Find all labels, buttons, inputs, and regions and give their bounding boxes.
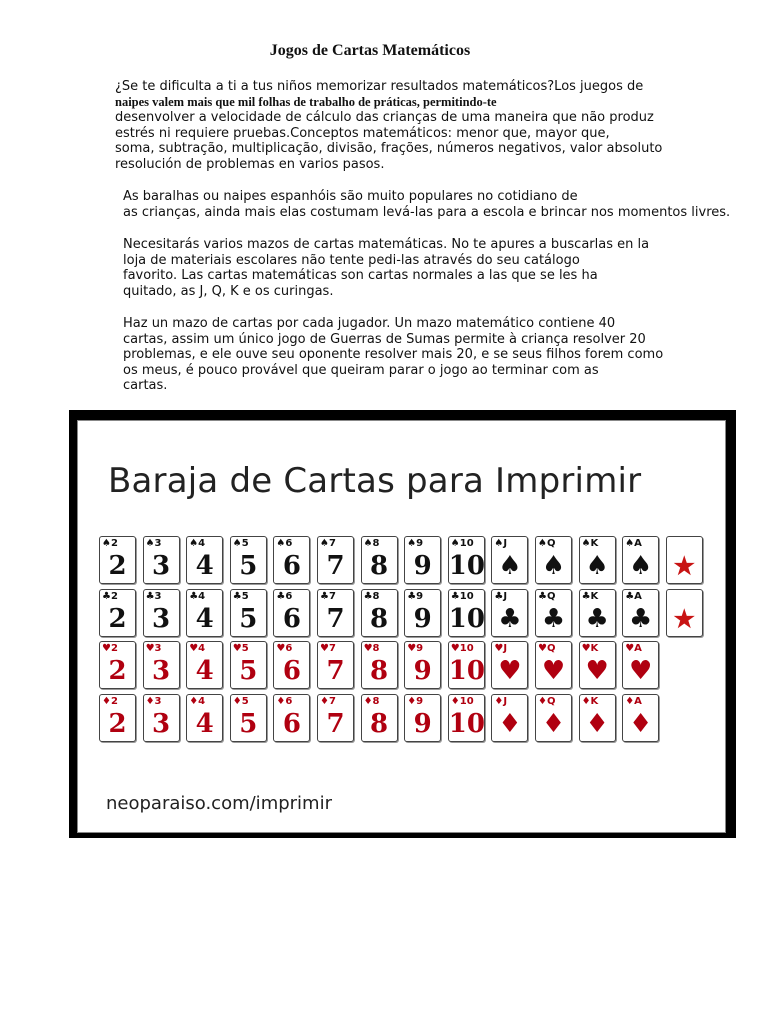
card-index: ♥8 — [363, 643, 380, 654]
card-face: 3 — [152, 603, 171, 634]
card-10-spades — [448, 536, 485, 584]
paragraph-1 — [115, 79, 662, 173]
card-j-diamonds — [491, 694, 528, 742]
card-index: ♥6 — [276, 643, 293, 654]
card-index: ♣6 — [276, 590, 293, 602]
card-4-diamonds — [186, 694, 223, 742]
card-index: ♣K — [581, 590, 599, 602]
paragraph-line: quitado, as J, Q, K e os curingas. — [123, 283, 334, 299]
card-face: 7 — [326, 656, 345, 686]
card-index: ♠2 — [102, 538, 118, 549]
card-face: 6 — [282, 551, 301, 581]
card-8-spades — [361, 536, 398, 584]
card-q-hearts — [535, 641, 572, 689]
card-index: ♣10 — [450, 590, 474, 602]
paragraph-line: os meus, é pouco provável que queiram parar o jogo ao terminar com as — [123, 362, 599, 378]
card-face: 5 — [239, 603, 258, 634]
card-face: ♥ — [585, 656, 609, 686]
card-2-diamonds — [99, 694, 136, 742]
card-k-spades — [579, 536, 616, 584]
card-index: ♠9 — [407, 538, 424, 549]
card-a-spades — [622, 536, 659, 584]
paragraph-line: problemas, e ele ouve seu oponente resolver mais 20, e se seus filhos forem como — [123, 347, 664, 363]
card-q-clubs — [535, 589, 572, 637]
card-joker — [666, 536, 703, 584]
card-face: 3 — [152, 656, 171, 686]
card-face: ♦ — [629, 708, 653, 739]
card-face: 6 — [282, 708, 301, 739]
card-face: 8 — [370, 656, 389, 686]
paragraph-line: as crianças, ainda mais elas costumam levá-las para a escola e brincar nos momentos livres. — [123, 204, 731, 220]
card-index: ♥5 — [232, 643, 249, 654]
card-face: ♥ — [498, 656, 522, 686]
card-4-hearts — [186, 641, 223, 689]
card-face: 7 — [326, 551, 345, 581]
card-index: ♦3 — [145, 695, 162, 707]
card-face: ♠ — [629, 551, 653, 581]
card-index: ♦4 — [189, 695, 206, 707]
paragraph-line: loja de materiais escolares não tente pedi-las através do seu catálogo — [123, 252, 580, 268]
card-face: 2 — [108, 603, 127, 634]
card-10-clubs — [448, 589, 485, 637]
card-8-clubs — [361, 589, 398, 637]
card-face: ♣ — [541, 603, 566, 634]
card-index: ♦Q — [538, 695, 556, 707]
card-face: 10 — [448, 656, 485, 686]
card-face: 6 — [282, 656, 301, 686]
card-face: ♥ — [541, 656, 566, 686]
paragraph-line: estrés ni requiere pruebas.Conceptos matemáticos: menor que, mayor que, — [115, 125, 610, 141]
card-index: ♠7 — [320, 538, 336, 549]
card-deck-image — [77, 420, 726, 833]
card-index: ♠Q — [538, 538, 556, 549]
card-7-hearts — [317, 641, 354, 689]
card-face: 7 — [326, 708, 345, 739]
card-index: ♣J — [494, 590, 508, 602]
card-index: ♠3 — [145, 538, 162, 549]
card-face: ♣ — [498, 603, 522, 634]
card-index: ♠5 — [232, 538, 249, 549]
paragraph-line: cartas, assim um único jogo de Guerras de Sumas permite à criança resolver 20 — [123, 331, 646, 347]
card-index: ♠K — [581, 538, 599, 549]
card-index: ♥J — [494, 643, 508, 654]
card-9-diamonds — [404, 694, 441, 742]
card-index: ♥Q — [538, 643, 556, 654]
card-3-hearts — [143, 641, 180, 689]
figure-url: neoparaiso.com/imprimir — [106, 793, 332, 814]
card-face: 7 — [326, 603, 345, 634]
card-face: 3 — [152, 708, 171, 739]
card-face: 9 — [413, 708, 432, 739]
card-face: 9 — [413, 551, 432, 581]
card-k-clubs — [579, 589, 616, 637]
card-index: ♠A — [625, 538, 642, 549]
paragraph-line: cartas. — [123, 378, 168, 394]
card-face: 10 — [448, 708, 485, 739]
card-index: ♣3 — [145, 590, 162, 602]
card-index: ♦10 — [450, 695, 474, 707]
card-2-hearts — [99, 641, 136, 689]
card-7-clubs — [317, 589, 354, 637]
card-face: 4 — [195, 551, 214, 581]
card-joker — [666, 589, 703, 637]
card-face: 3 — [152, 551, 171, 581]
paragraph-line: soma, subtração, multiplicação, divisão, frações, números negativos, valor absoluto — [115, 141, 663, 157]
card-index: ♣Q — [538, 590, 556, 602]
card-face: ♥ — [629, 656, 653, 686]
card-face: ♠ — [541, 551, 566, 581]
card-k-diamonds — [579, 694, 616, 742]
card-5-clubs — [230, 589, 267, 637]
card-index: ♣A — [625, 590, 642, 602]
card-4-spades — [186, 536, 223, 584]
paragraph-line: resolución de problemas en varios pasos. — [115, 156, 385, 172]
card-face: 8 — [370, 708, 389, 739]
card-face: 10 — [448, 551, 485, 581]
figure-title: Baraja de Cartas para Imprimir — [108, 461, 642, 501]
card-7-diamonds — [317, 694, 354, 742]
card-k-hearts — [579, 641, 616, 689]
card-8-hearts — [361, 641, 398, 689]
card-deck-figure — [69, 410, 736, 838]
joker-icon: ★ — [673, 603, 696, 633]
card-index: ♦A — [625, 695, 642, 707]
card-index: ♥7 — [320, 643, 336, 654]
card-face: ♦ — [541, 708, 566, 739]
card-index: ♣8 — [363, 590, 380, 602]
card-9-hearts — [404, 641, 441, 689]
card-2-clubs — [99, 589, 136, 637]
card-index: ♦6 — [276, 695, 293, 707]
card-index: ♥K — [581, 643, 599, 654]
card-index: ♥10 — [450, 643, 474, 654]
card-6-hearts — [273, 641, 310, 689]
card-face: 8 — [370, 551, 389, 581]
card-index: ♦7 — [320, 695, 336, 707]
card-index: ♠4 — [189, 538, 206, 549]
card-face: 8 — [370, 603, 389, 634]
card-face: 9 — [413, 603, 432, 634]
card-6-clubs — [273, 589, 310, 637]
card-index: ♦5 — [232, 695, 249, 707]
card-index: ♠10 — [450, 538, 474, 549]
card-3-clubs — [143, 589, 180, 637]
paragraph-line: naipes valem mais que mil folhas de trabalho de práticas, permitindo-te — [115, 94, 497, 109]
card-index: ♣4 — [189, 590, 206, 602]
card-face: 9 — [413, 656, 432, 686]
card-a-diamonds — [622, 694, 659, 742]
card-index: ♥A — [625, 643, 642, 654]
card-index: ♣9 — [407, 590, 424, 602]
card-index: ♣5 — [232, 590, 249, 602]
card-index: ♠8 — [363, 538, 380, 549]
card-face: 4 — [195, 603, 214, 634]
card-6-spades — [273, 536, 310, 584]
card-face: 2 — [108, 656, 127, 686]
card-face: 5 — [239, 551, 258, 581]
card-5-hearts — [230, 641, 267, 689]
card-7-spades — [317, 536, 354, 584]
card-face: ♣ — [585, 603, 609, 634]
card-index: ♥9 — [407, 643, 424, 654]
paragraph-4 — [123, 316, 663, 394]
card-index: ♥2 — [102, 643, 118, 654]
paragraph-line: ¿Se te dificulta a ti a tus niños memorizar resultados matemáticos?Los juegos de — [115, 79, 644, 94]
paragraph-line: desenvolver a velocidade de cálculo das crianças de uma maneira que não produz — [115, 110, 654, 126]
card-8-diamonds — [361, 694, 398, 742]
card-10-hearts — [448, 641, 485, 689]
card-index: ♣2 — [102, 590, 118, 602]
card-9-clubs — [404, 589, 441, 637]
card-5-spades — [230, 536, 267, 584]
paragraph-line: Necesitarás varios mazos de cartas matemáticas. No te apures a buscarlas en la — [123, 237, 650, 252]
card-face: 10 — [448, 603, 485, 634]
paragraph-line: As baralhas ou naipes espanhóis são muito populares no cotidiano de — [123, 189, 578, 204]
card-index: ♠J — [494, 538, 508, 549]
card-face: ♠ — [585, 551, 609, 581]
card-5-diamonds — [230, 694, 267, 742]
paragraph-2 — [123, 189, 730, 220]
card-index: ♥4 — [189, 643, 206, 654]
card-face: 4 — [195, 708, 214, 739]
card-j-spades — [491, 536, 528, 584]
paragraph-3 — [123, 237, 649, 299]
card-6-diamonds — [273, 694, 310, 742]
card-index: ♥3 — [145, 643, 162, 654]
card-9-spades — [404, 536, 441, 584]
card-face: ♣ — [629, 603, 653, 634]
card-a-clubs — [622, 589, 659, 637]
card-10-diamonds — [448, 694, 485, 742]
card-j-hearts — [491, 641, 528, 689]
card-index: ♦9 — [407, 695, 424, 707]
card-face: ♦ — [585, 708, 609, 739]
joker-icon: ★ — [673, 551, 696, 580]
card-face: 2 — [108, 551, 127, 581]
card-index: ♠6 — [276, 538, 293, 549]
card-3-diamonds — [143, 694, 180, 742]
card-a-hearts — [622, 641, 659, 689]
card-face: 4 — [195, 656, 214, 686]
card-index: ♦J — [494, 695, 508, 707]
card-face: ♠ — [498, 551, 522, 581]
card-face: 5 — [239, 656, 258, 686]
card-face: 2 — [108, 708, 127, 739]
card-index: ♦8 — [363, 695, 380, 707]
card-q-spades — [535, 536, 572, 584]
card-face: 5 — [239, 708, 258, 739]
card-face: 6 — [282, 603, 301, 634]
card-index: ♦K — [581, 695, 599, 707]
card-q-diamonds — [535, 694, 572, 742]
paragraph-line: Haz un mazo de cartas por cada jugador. Un mazo matemático contiene 40 — [123, 316, 616, 331]
card-index: ♣7 — [320, 590, 336, 602]
card-4-clubs — [186, 589, 223, 637]
card-3-spades — [143, 536, 180, 584]
card-j-clubs — [491, 589, 528, 637]
document-title: Jogos de Cartas Matemáticos — [269, 42, 471, 59]
card-face: ♦ — [498, 708, 522, 739]
card-2-spades — [99, 536, 136, 584]
paragraph-line: favorito. Las cartas matemáticas son cartas normales a las que se les ha — [123, 268, 598, 284]
card-index: ♦2 — [102, 695, 118, 707]
